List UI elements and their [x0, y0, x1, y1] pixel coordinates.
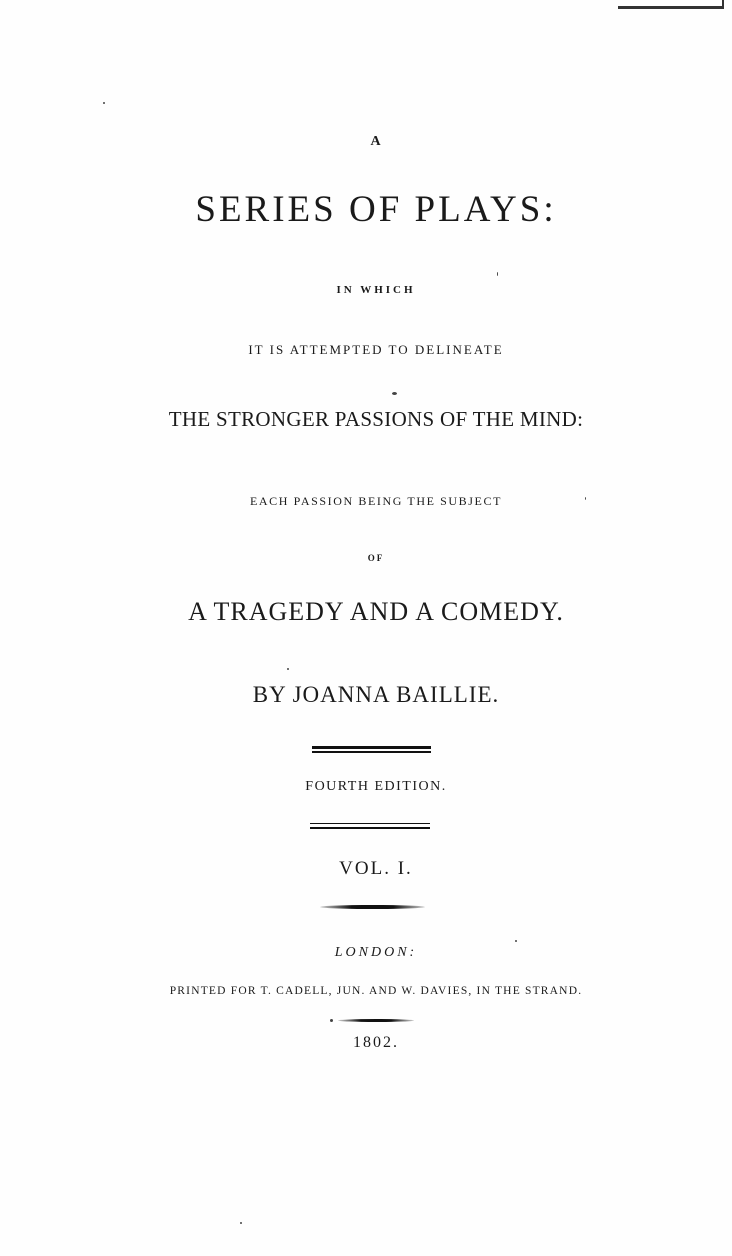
author-line: BY JOANNA BAILLIE.: [252, 682, 500, 707]
main-title: SERIES OF PLAYS:: [195, 189, 557, 230]
paper-speck: [392, 392, 397, 395]
paper-speck: [287, 668, 289, 670]
paper-speck: [330, 1019, 333, 1022]
small-swelled-rule: [338, 1019, 414, 1022]
article-a: A: [370, 134, 382, 149]
genres-line: A TRAGEDY AND A COMEDY.: [188, 597, 564, 626]
paper-speck: [515, 940, 517, 942]
each-passion-line: EACH PASSION BEING THE SUBJECT: [249, 494, 503, 508]
in-which-line: IN WHICH: [336, 284, 416, 296]
of-line: OF: [367, 553, 385, 563]
double-rule-bottom: [312, 751, 431, 753]
subject-line: THE STRONGER PASSIONS OF THE MIND:: [168, 407, 584, 431]
place-line: LONDON:: [334, 945, 418, 960]
paper-speck: [585, 497, 586, 500]
paper-speck: [240, 1222, 242, 1224]
scan-edge-mark: [618, 6, 724, 9]
year-line: 1802.: [353, 1034, 399, 1051]
swelled-rule: [320, 905, 425, 909]
double-rule-top: [312, 746, 431, 749]
paper-speck: [103, 102, 105, 104]
edition-line: FOURTH EDITION.: [305, 779, 447, 794]
attempted-line: IT IS ATTEMPTED TO DELINEATE: [248, 342, 504, 357]
volume-line: VOL. I.: [339, 858, 413, 879]
imprint-line: PRINTED FOR T. CADELL, JUN. AND W. DAVIES, IN THE STRAND.: [169, 985, 583, 997]
thin-rule-bottom: [310, 827, 430, 829]
scan-edge-mark-side: [722, 0, 724, 9]
thin-rule-top: [310, 823, 430, 824]
paper-speck: [497, 272, 498, 276]
